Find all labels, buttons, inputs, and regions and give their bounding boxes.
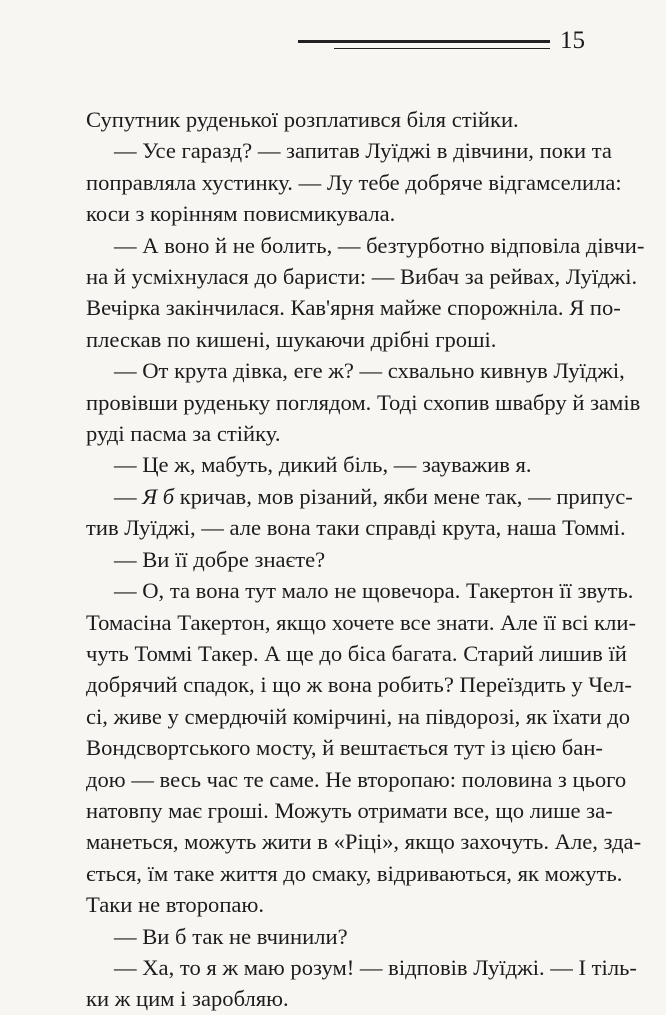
text-line: Томасіна Такертон, якщо хочете все знати. Але її всі кли- bbox=[86, 609, 637, 635]
page-number: 15 bbox=[560, 27, 585, 54]
text-line: поправляла хустинку. — Лу тебе добряче відгамселила: bbox=[86, 169, 622, 195]
text-line: манеться, можуть жити в «Ріці», якщо захочуть. Але, зда- bbox=[86, 829, 642, 855]
text-line: — Усе гаразд? — запитав Луїджі в дівчини, поки та bbox=[114, 138, 612, 164]
text-line: Вондсвортського мосту, й вештається тут із цією бан- bbox=[86, 735, 603, 761]
line-rest: кричав, мов різаний, якби мене так, — припус- bbox=[174, 483, 633, 509]
text-line: ки ж цим і заробляю. bbox=[86, 986, 289, 1012]
text-line: — Це ж, мабуть, дикий біль, — зауважив я. bbox=[114, 452, 532, 478]
text-line: на й усміхнулася до баристи: — Вибач за рейвах, Луїджі. bbox=[86, 264, 638, 290]
text-line: — Ви її добре знаєте? bbox=[114, 546, 326, 572]
text-line: коси з корінням повисмикувала. bbox=[86, 201, 396, 227]
text-line: натовпу має гроші. Можуть отримати все, що лише за- bbox=[86, 797, 613, 823]
text-line: сі, живе у смердючій комірчині, на півдорозі, як їхати до bbox=[86, 703, 631, 729]
text-line: руді пасма за стійку. bbox=[86, 421, 281, 447]
text-line: — О, та вона тут мало не щовечора. Такертон її звуть. bbox=[114, 578, 634, 604]
page-header bbox=[0, 0, 666, 80]
text-line bbox=[86, 481, 633, 512]
text-line: — Ха, то я ж маю розум! — відповів Луїджі. — І тіль- bbox=[114, 954, 637, 980]
text-line: чуть Томмі Такер. А ще до біса багата. Старий лишив їй bbox=[86, 640, 627, 666]
text-line: ється, їм таке життя до смаку, відриваються, як можуть. bbox=[86, 860, 623, 886]
text-line: Супутник руденької розплатився біля стійки. bbox=[86, 107, 519, 132]
text-line: провівши руденьку поглядом. Тоді схопив швабру й замів bbox=[86, 389, 641, 415]
text-line: дою — весь час те саме. Не второпаю: половина з цього bbox=[86, 766, 627, 792]
emphasis-text: Я б bbox=[142, 483, 175, 509]
body-text bbox=[86, 104, 645, 1015]
text-line: — А воно й не болить, — безтурботно відповіла дівчи- bbox=[114, 232, 645, 258]
header-rule-thin bbox=[334, 48, 550, 49]
text-line: Вечірка закінчилася. Кав'ярня майже спорожніла. Я по- bbox=[86, 295, 621, 321]
text-line: добрячий спадок, і що ж вона робить? Переїздить у Чел- bbox=[86, 672, 632, 698]
text-line: — Ви б так не вчинили? bbox=[114, 923, 348, 949]
line-prefix: — bbox=[114, 483, 143, 509]
text-line: Таки не второпаю. bbox=[86, 892, 264, 918]
header-rule-thick bbox=[298, 40, 550, 43]
text-line: тив Луїджі, — але вона таки справді крута, наша Томмі. bbox=[86, 515, 626, 541]
text-line: плескав по кишені, шукаючи дрібні гроші. bbox=[86, 326, 497, 352]
text-line: — От крута дівка, еге ж? — схвально кивнув Луїджі, bbox=[114, 358, 625, 384]
